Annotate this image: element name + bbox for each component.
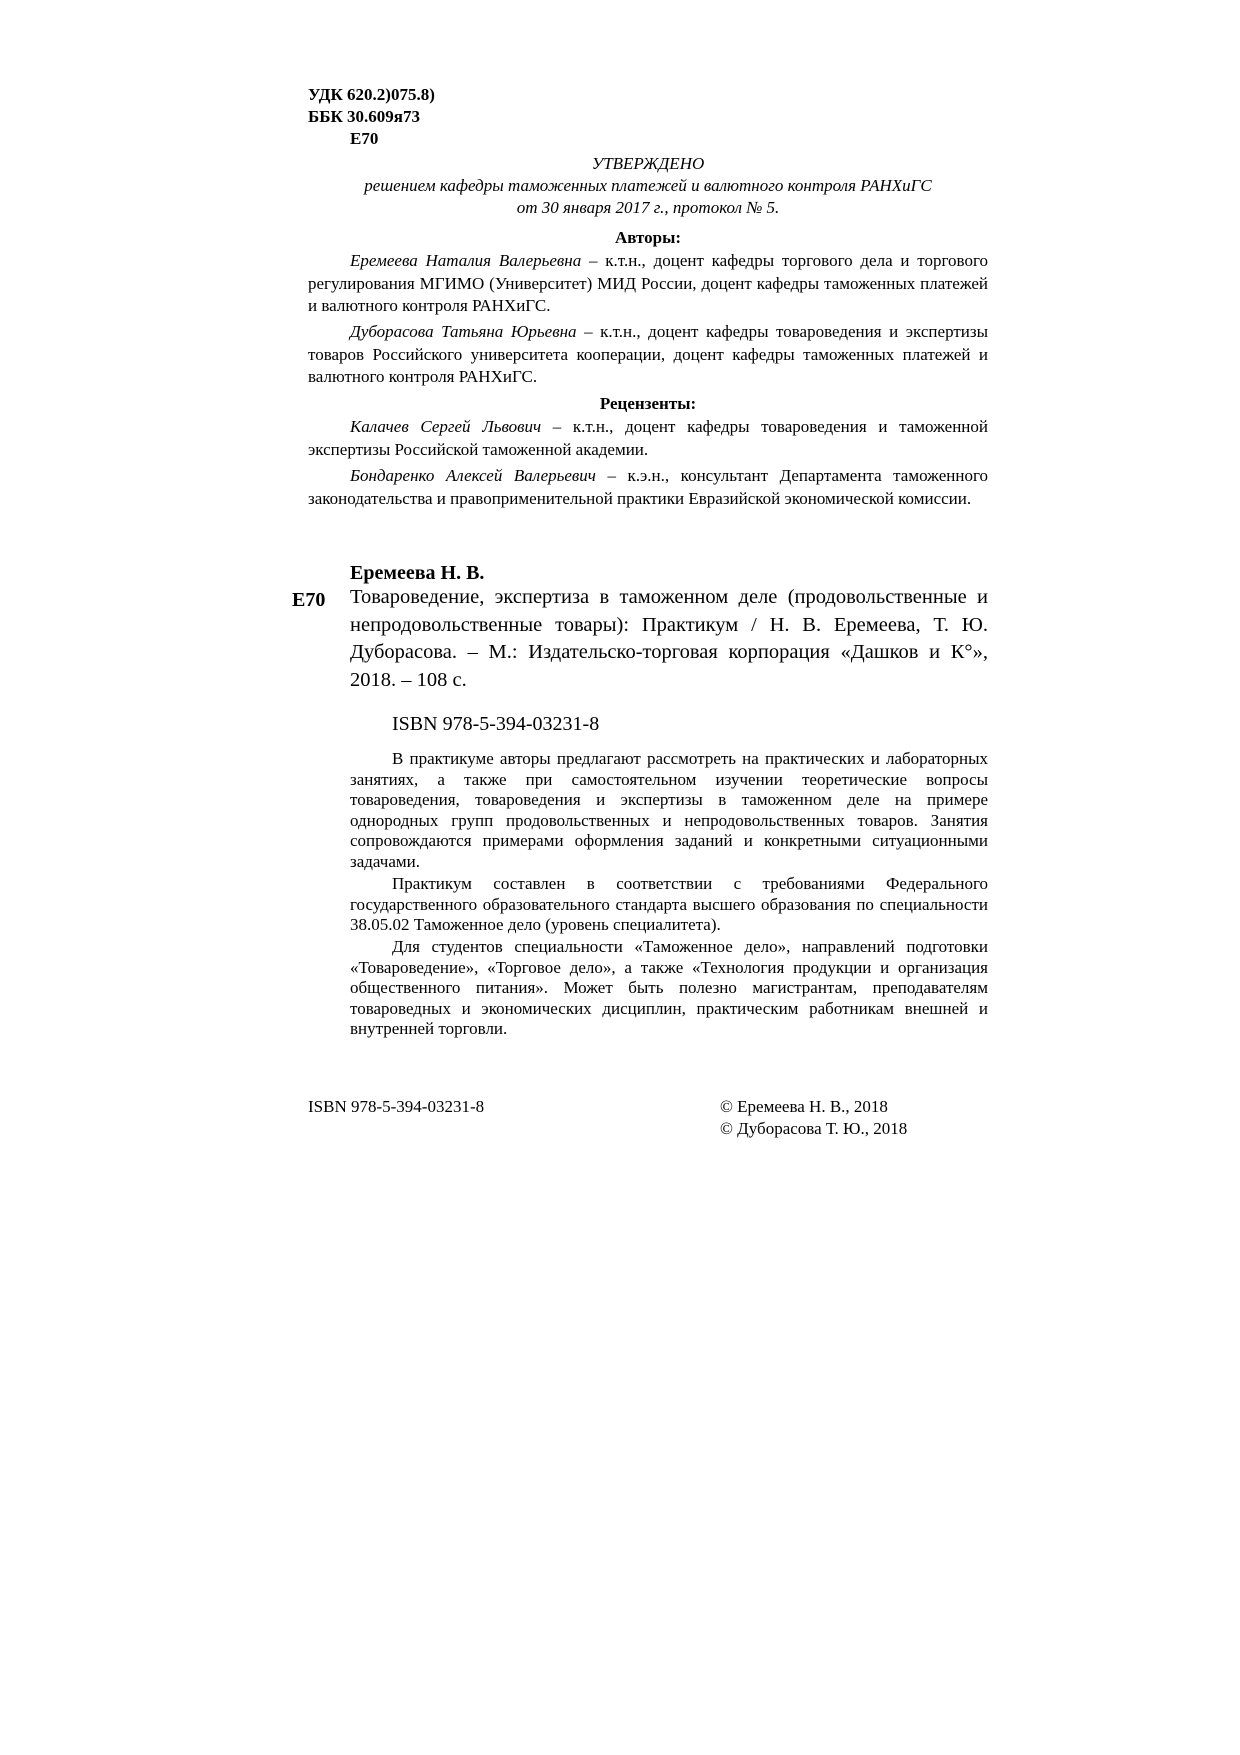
reviewer-description: – к.э.н., консультант Департамента таможенного законодательства и правоприменительной практики Евразийской экономической комиссии.: [308, 466, 988, 508]
abstract-paragraph: В практикуме авторы предлагают рассмотреть на практических и лабораторных занятиях, а также при самостоятельном изучении теоретические вопросы товароведения, товароведения и экспертизы в таможенном деле на примере однородных групп продовольственных и непродовольственных товаров. Занятия сопровождаются примерами оформления заданий и конкретными ситуационными задачами.: [350, 749, 988, 871]
author-entry: [308, 321, 988, 389]
approval-block: [308, 153, 988, 219]
reviewer-name: Бондаренко Алексей Валерьевич: [350, 466, 596, 485]
reviewers-heading: Рецензенты:: [599, 394, 697, 413]
copyright-block: [720, 1096, 907, 1140]
udc-code: УДК 620.2)075.8): [308, 85, 435, 104]
reviewer-name: Калачев Сергей Львович: [350, 417, 542, 436]
isbn: ISBN 978-5-394-03231-8: [392, 713, 600, 735]
author-mark-large: Е70: [292, 589, 326, 611]
bibliographic-title: Товароведение, экспертиза в таможенном деле (продовольственные и непродовольственные товары): Практикум / Н. В. Еремеева, Т. Ю. Дуборасова. – М.: Издательско-торговая корпорация «Дашков и К°», 2018. – 108 с.: [350, 586, 988, 691]
author-entry: [308, 250, 988, 318]
bbk-code: ББК 30.609я73: [308, 107, 421, 126]
author-mark: Е70: [350, 129, 379, 148]
footer-isbn: ISBN 978-5-394-03231-8: [308, 1097, 485, 1116]
author-name: Еремеева Наталия Валерьевна: [350, 251, 582, 270]
approval-line-1: решением кафедры таможенных платежей и валютного контроля РАНХиГС: [364, 176, 932, 195]
abstract-paragraph: Практикум составлен в соответствии с требованиями Федерального государственного образовательного стандарта высшего образования по специальности 38.05.02 Таможенное дело (уровень специалитета).: [350, 874, 988, 935]
approval-title: УТВЕРЖДЕНО: [591, 154, 705, 173]
reviewer-entry: [308, 465, 988, 510]
reviewer-entry: [308, 416, 988, 461]
abstract-paragraph: Для студентов специальности «Таможенное дело», направлений подготовки «Товароведение», «Торговое дело», а также «Технология продукции и организация общественного питания». Может быть полезно магистрантам, преподавателям товароведных и экономических дисциплин, практическим работникам внешней и внутренней торговли.: [350, 937, 988, 1039]
copyright-line: © Дуборасова Т. Ю., 2018: [720, 1119, 908, 1138]
author-name: Дуборасова Татьяна Юрьевна: [350, 322, 577, 341]
main-author: Еремеева Н. В.: [350, 562, 485, 584]
authors-heading: Авторы:: [614, 228, 682, 247]
approval-line-2: от 30 января 2017 г., протокол № 5.: [516, 198, 780, 217]
classification-block: [308, 84, 435, 150]
author-description: – к.т.н., доцент кафедры торгового дела и торгового регулирования МГИМО (Университет) МИД России, доцент кафедры таможенных платежей и валютного контроля РАНХиГС.: [308, 251, 988, 315]
copyright-line: © Еремеева Н. В., 2018: [720, 1097, 888, 1116]
reviewer-description: – к.т.н., доцент кафедры товароведения и таможенной экспертизы Российской таможенной академии.: [308, 417, 988, 459]
author-description: – к.т.н., доцент кафедры товароведения и экспертизы товаров Российского университета кооперации, доцент кафедры таможенных платежей и валютного контроля РАНХиГС.: [308, 322, 989, 386]
